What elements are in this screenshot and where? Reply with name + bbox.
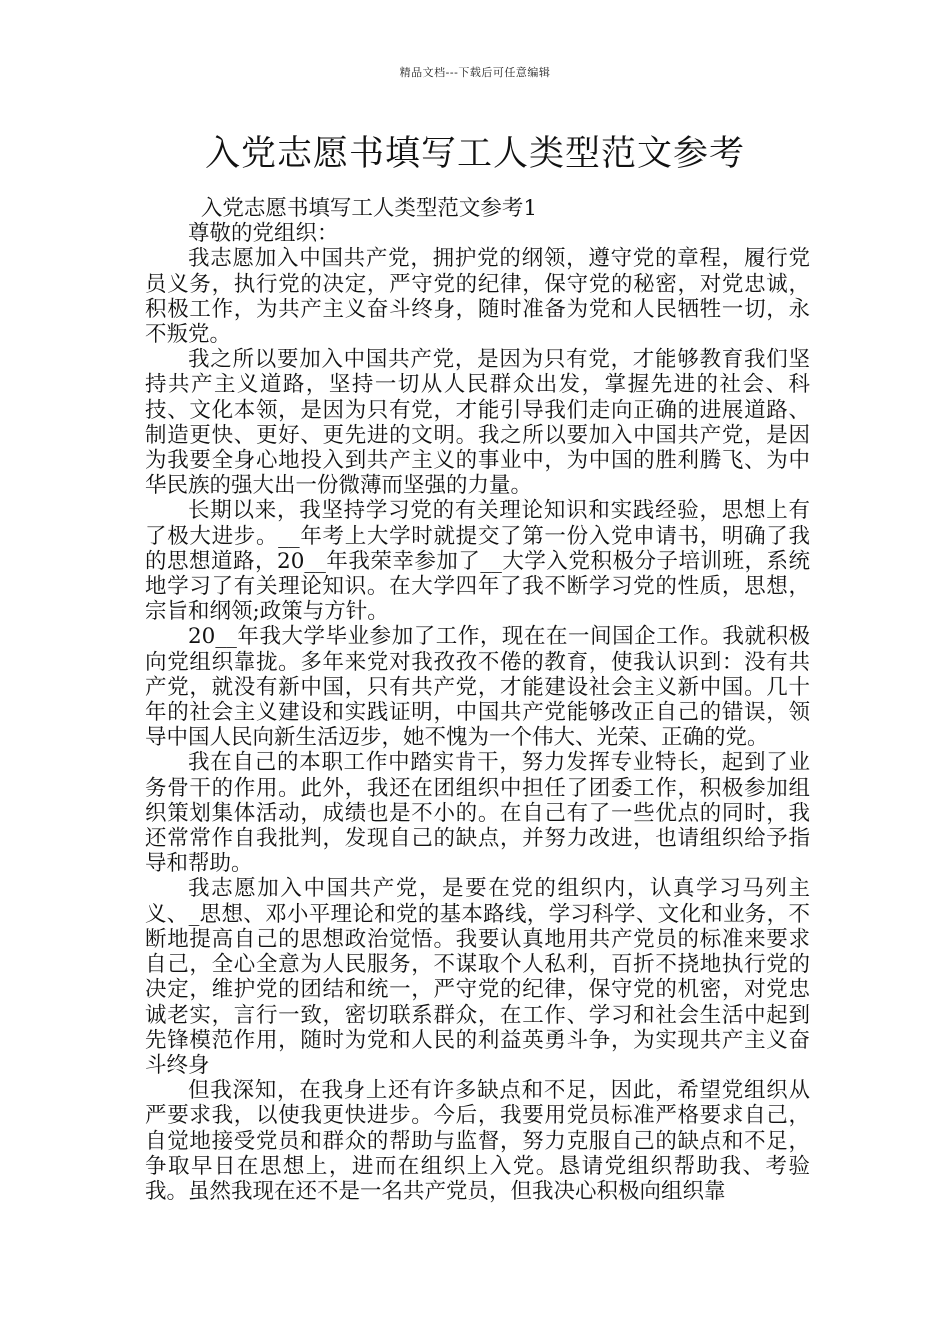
paragraph-5: 我在自己的本职工作中踏实肯干，努力发挥专业特长，起到了业务骨干的作用。此外，我还在团组织中担任了团委工作，积极参加组织策划集体活动，成绩也是不小的。在自己有了一些优点的同时，我还常常作自我批判，发现自己的缺点，并努力改进，也请组织给予指导和帮助。: [145, 750, 810, 877]
header-note: 精品文档---下载后可任意编辑: [399, 66, 551, 79]
paragraph-1: 我志愿加入中国共产党，拥护党的纲领，遵守党的章程，履行党员义务，执行党的决定，严守党的纪律，保守党的秘密，对党忠诚，积极工作，为共产主义奋斗终身，随时准备为党和人民牺牲一切，永不叛党。: [145, 246, 810, 348]
paragraph-2: 我之所以要加入中国共产党，是因为只有党，才能够教育我们坚持共产主义道路，坚持一切从人民群众出发，掌握先进的社会、科技、文化本领，是因为只有党，才能引导我们走向正确的进展道路、制造更快、更好、更先进的文明。我之所以要加入中国共产党，是因为我要全身心地投入到共产主义的事业中，为中国的胜利腾飞、为中华民族的强大出一份微薄而坚强的力量。: [145, 347, 810, 499]
paragraph-3: 长期以来，我坚持学习党的有关理论知识和实践经验，思想上有了极大进步。__年考上大学时就提交了第一份入党申请书，明确了我的思想道路，20__年我荣幸参加了__大学入党积极分子培训班，系统地学习了有关理论知识。在大学四年了我不断学习党的性质，思想，宗旨和纲领;政策与方针。: [145, 498, 810, 625]
paragraph-4: 20__年我大学毕业参加了工作，现在在一间国企工作。我就积极向党组织靠拢。多年来党对我孜孜不倦的教育，使我认识到：没有共产党，就没有新中国，只有共产党，才能建设社会主义新中国。几十年的社会主义建设和实践证明，中国共产党能够改正自己的错误，领导中国人民向新生活迈步，她不愧为一个伟大、光荣、正确的党。: [145, 624, 810, 751]
salutation: 尊敬的党组织：: [188, 221, 339, 247]
document-body: [145, 196, 810, 1204]
document-subtitle: 入党志愿书填写工人类型范文参考1: [200, 196, 538, 221]
document-title: 入党志愿书填写工人类型范文参考: [204, 134, 745, 174]
paragraph-7: 但我深知，在我身上还有许多缺点和不足，因此，希望党组织从严要求我，以使我更快进步。今后，我要用党员标准严格要求自己，自觉地接受党员和群众的帮助与监督，努力克服自己的缺点和不足，争取早日在思想上，进而在组织上入党。恳请党组织帮助我、考验我。虽然我现在还不是一名共产党员，但我决心积极向组织靠: [145, 1078, 810, 1204]
paragraph-6: 我志愿加入中国共产党，是要在党的组织内，认真学习马列主义、_思想、邓小平理论和党的基本路线，学习科学、文化和业务，不断地提高自己的思想政治觉悟。我要认真地用共产党员的标准来要求自己，全心全意为人民服务，不谋取个人私利，百折不挠地执行党的决定，维护党的团结和统一，严守党的纪律，保守党的机密，对党忠诚老实，言行一致，密切联系群众，在工作、学习和社会生活中起到先锋模范作用，随时为党和人民的利益英勇斗争，为实现共产主义奋斗终身: [145, 876, 810, 1078]
